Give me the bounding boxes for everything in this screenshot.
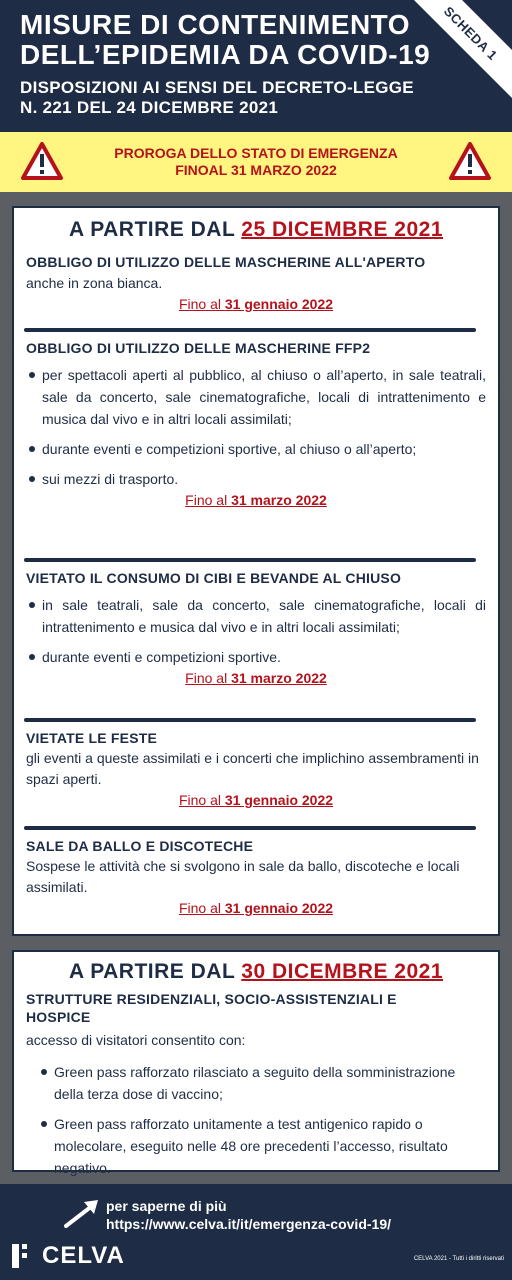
more-info-label: per saperne di più — [106, 1198, 227, 1214]
section-text: Sospese le attività che si svolgono in sale da ballo, discoteche e locali assimilati. — [26, 858, 460, 895]
celva-logo-mark-icon — [12, 1244, 34, 1268]
header-banner — [0, 0, 512, 132]
more-info-link[interactable]: https://www.celva.it/it/emergenza-covid-19/ — [106, 1216, 391, 1232]
section-heading: STRUTTURE RESIDENZIALI, SOCIO-ASSISTENZIALI E HOSPICE — [26, 991, 397, 1025]
warning-band — [0, 132, 512, 192]
celva-logo: CELVA — [12, 1242, 125, 1270]
card-title: A PARTIRE DAL 25 DICEMBRE 2021 — [68, 218, 444, 241]
section-discos — [26, 838, 486, 916]
footer — [0, 1184, 512, 1280]
list-item: in sale teatrali, sale da concerto, sale cinematografiche, locali di intrattenimento e musica dal vivo e in altri locali assimilati; — [26, 594, 486, 638]
section-divider — [24, 328, 476, 332]
section-heading: SALE DA BALLO E DISCOTECHE — [26, 838, 254, 854]
arrow-up-right-icon — [62, 1194, 102, 1230]
list-item: Green pass rafforzato unitamente a test antigenico rapido o molecolare, eseguito nelle 48 ore precedenti l’accesso, risultato negativo. — [38, 1113, 486, 1179]
section-text: gli eventi a queste assimilati e i concerti che implichino assembramenti in spazi aperti. — [26, 750, 479, 787]
until-date: Fino al 31 marzo 2022 — [185, 492, 327, 508]
section-text: accesso di visitatori consentito con: — [26, 1032, 246, 1048]
warning-text: PROROGA DELLO STATO DI EMERGENZA FINOAL 31 MARZO 2022 — [114, 145, 398, 178]
card-from-30-december — [12, 950, 500, 1176]
section-divider — [24, 718, 476, 722]
page-title: MISURE DI CONTENIMENTO DELL’EPIDEMIA DA COVID-19 — [20, 9, 431, 70]
scheda-ribbon: SCHEDA 1 — [406, 0, 512, 98]
until-date: Fino al 31 gennaio 2022 — [178, 900, 334, 916]
section-food-drink — [26, 570, 486, 686]
section-heading: VIETATE LE FESTE — [26, 730, 158, 746]
section-masks-outdoor — [26, 254, 486, 312]
list-item: Green pass rafforzato rilasciato a seguito della somministrazione della terza dose di vaccino; — [38, 1061, 486, 1105]
list-item: sui mezzi di trasporto. — [26, 468, 486, 490]
card-from-25-december — [12, 206, 500, 936]
section-heading: OBBLIGO DI UTILIZZO DELLE MASCHERINE ALL'APERTO — [26, 254, 426, 270]
section-divider — [24, 558, 476, 562]
section-heading: OBBLIGO DI UTILIZZO DELLE MASCHERINE FFP2 — [26, 340, 371, 356]
section-residential-structures — [26, 990, 486, 1187]
section-heading: VIETATO IL CONSUMO DI CIBI E BEVANDE AL CHIUSO — [26, 570, 402, 586]
until-date: Fino al 31 marzo 2022 — [185, 670, 327, 686]
card-title: A PARTIRE DAL 30 DICEMBRE 2021 — [68, 960, 444, 983]
bullet-list — [26, 1061, 486, 1179]
section-ffp2 — [26, 340, 486, 508]
section-text: anche in zona bianca. — [26, 275, 163, 291]
until-date: Fino al 31 gennaio 2022 — [178, 792, 334, 808]
until-date: Fino al 31 gennaio 2022 — [178, 296, 334, 312]
section-divider — [24, 826, 476, 830]
warning-triangle-icon — [20, 141, 64, 181]
page-subtitle: DISPOSIZIONI AI SENSI DEL DECRETO-LEGGE N. 221 DEL 24 DICEMBRE 2021 — [20, 78, 414, 117]
list-item: durante eventi e competizioni sportive. — [26, 646, 486, 668]
warning-triangle-icon — [448, 141, 492, 181]
bullet-list — [26, 594, 486, 668]
section-parties — [26, 730, 486, 808]
list-item: durante eventi e competizioni sportive, al chiuso o all’aperto; — [26, 438, 486, 460]
list-item: per spettacoli aperti al pubblico, al chiuso o all’aperto, in sale teatrali, sale da concerto, sale cinematografiche, locali di intrattenimento e musica dal vivo e in altri locali assimilati; — [26, 364, 486, 430]
bullet-list — [26, 364, 486, 490]
copyright-text: CELVA 2021 - Tutti i diritti riservati — [413, 1256, 504, 1262]
